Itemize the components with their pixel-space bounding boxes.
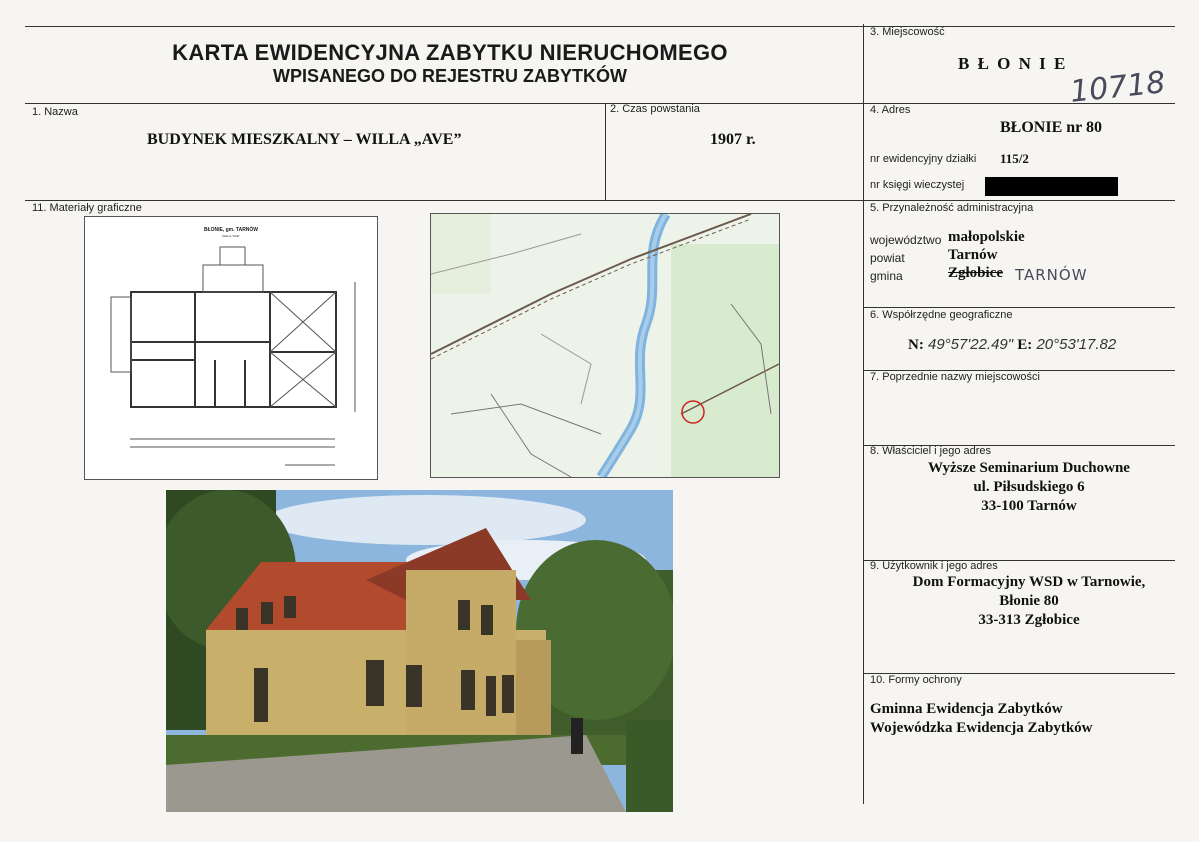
latitude-prefix: N: xyxy=(908,337,924,353)
name-built-divider xyxy=(605,103,606,200)
user-label: 9. Użytkownik i jego adres xyxy=(870,560,998,572)
owner-line2: ul. Piłsudskiego 6 xyxy=(973,479,1085,495)
built-label: 2. Czas powstania xyxy=(610,103,700,115)
address-label: 4. Adres xyxy=(870,104,911,116)
built-value: 1907 r. xyxy=(710,131,756,148)
coords-value xyxy=(908,336,1116,354)
owner-line3: 33-100 Tarnów xyxy=(981,498,1077,514)
card-subtitle: WPISANEGO DO REJESTRU ZABYTKÓW xyxy=(272,66,627,86)
plot-number-value: 115/2 xyxy=(1000,151,1029,166)
floor-plan-subtitle: WILLA "AVE" xyxy=(222,234,240,238)
commune-value-struck: Zgłobice xyxy=(948,265,1003,281)
coords-label: 6. Współrzędne geograficzne xyxy=(870,309,1013,321)
longitude-prefix: E: xyxy=(1017,337,1033,353)
floor-plan-svg xyxy=(85,217,377,479)
building-photo xyxy=(166,490,673,812)
previous-names-label: 7. Poprzednie nazwy miejscowości xyxy=(870,371,1040,383)
admin-bottom-border xyxy=(863,307,1175,308)
floor-plan-title: BŁONIE, gm. TARNÓW xyxy=(203,227,259,233)
graphics-label: 11. Materiały graficzne xyxy=(32,202,142,214)
locality-label: 3. Miejscowość xyxy=(870,26,945,38)
land-register-label: nr księgi wieczystej xyxy=(870,179,965,191)
commune-handwritten-correction: TARNÓW xyxy=(1015,266,1088,284)
header-bottom-border xyxy=(25,103,1175,104)
address-value: BŁONIE nr 80 xyxy=(1000,119,1102,136)
user-line1: Dom Formacyjny WSD w Tarnowie, xyxy=(912,574,1146,590)
top-border xyxy=(25,26,1175,27)
county-value: Tarnów xyxy=(948,247,998,263)
protection-line2: Wojewódzka Ewidencja Zabytków xyxy=(870,720,1093,736)
main-column-divider xyxy=(863,24,864,804)
user-line2: Błonie 80 xyxy=(999,593,1059,609)
user-line3: 33-313 Zgłobice xyxy=(978,612,1080,628)
voivodeship-label: województwo xyxy=(870,233,942,247)
owner-line1: Wyższe Seminarium Duchowne xyxy=(928,460,1130,476)
location-map-svg xyxy=(431,214,779,477)
card-title: KARTA EWIDENCYJNA ZABYTKU NIERUCHOMEGO xyxy=(172,40,728,65)
voivodeship-value: małopolskie xyxy=(948,229,1025,245)
handwritten-register-number: 10718 xyxy=(1068,65,1168,110)
building-photo-svg xyxy=(166,490,673,812)
location-map xyxy=(430,213,780,478)
floor-plan-drawing xyxy=(84,216,378,480)
plot-number-label: nr ewidencyjny działki xyxy=(870,153,977,165)
protection-line1: Gminna Ewidencja Zabytków xyxy=(870,701,1063,717)
name-row-bottom-border xyxy=(25,200,1175,201)
name-value: BUDYNEK MIESZKALNY – WILLA „AVE” xyxy=(147,131,462,148)
land-register-redacted xyxy=(985,177,1118,196)
owner-label: 8. Właściciel i jego adres xyxy=(870,445,992,457)
county-label: powiat xyxy=(870,251,905,265)
latitude-value: 49°57'22.49" xyxy=(928,336,1014,353)
name-label: 1. Nazwa xyxy=(32,106,78,118)
locality-value: B Ł O N I E xyxy=(958,54,1068,73)
protection-label: 10. Formy ochrony xyxy=(870,674,962,686)
commune-label: gmina xyxy=(870,269,903,283)
longitude-value: 20°53'17.82 xyxy=(1036,336,1117,353)
admin-label: 5. Przynależność administracyjna xyxy=(870,202,1034,214)
